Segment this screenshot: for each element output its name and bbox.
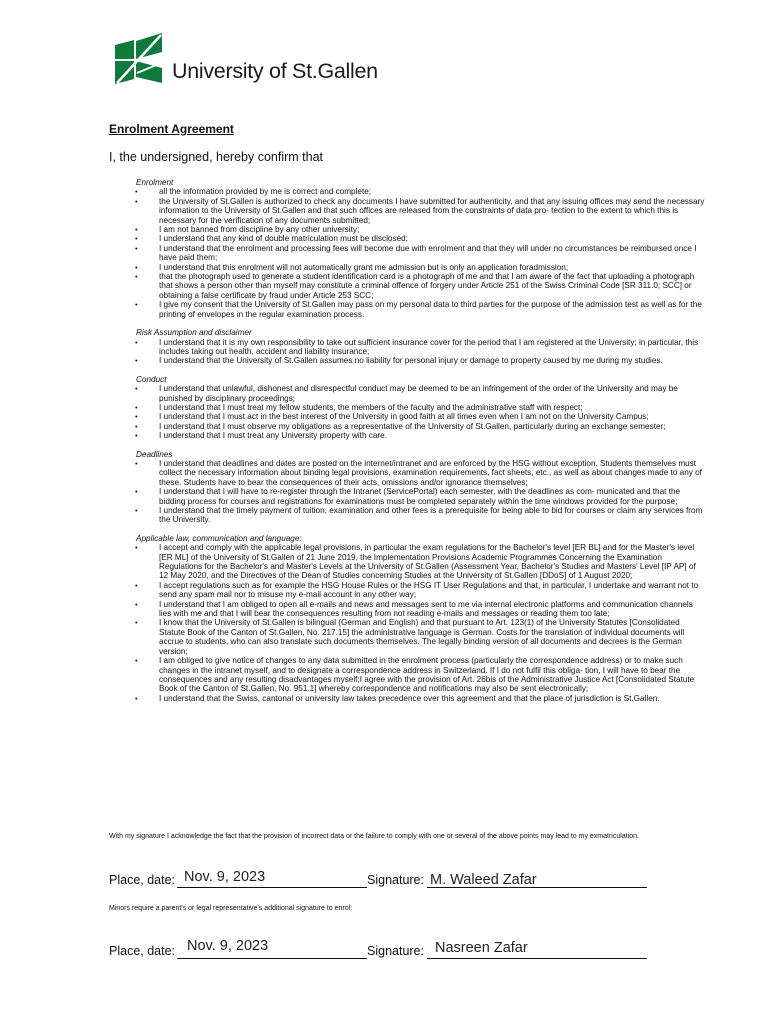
list-item: • I understand that any kind of double matriculation must be disclosed;: [136, 234, 706, 243]
list-item: • I understand that this enrolment will not automatically grant me admission but is only an application foradmission;: [136, 263, 706, 272]
list-item: • I give my consent that the University of St.Gallen may pass on my personal data to third parties for the purpose of the admission test as well as for the printing of envelopes in the regular examination process.: [136, 300, 706, 319]
list-item: • I accept regulations such as for example the HSG House Rules or the HSG IT User Regulations and that, in particular, I undertake and warrant not to send any spam mail nor to misuse my e-mail account in any other way;: [136, 581, 706, 600]
document-title: Enrolment Agreement: [109, 122, 234, 136]
section-list: [136, 338, 706, 366]
list-item: • that the photograph used to generate a student identification card is a photograph of me and that I am aware of the fact that uploading a photograph that shows a person other than myself may constitute a criminal offence of forgery under Article 251 of the Swiss Criminal Code [SR 311.0; SCC] or obtaining a false certificate by fraud under Article 253 SCC;: [136, 272, 706, 300]
list-item: • I understand that the University of St.Gallen assumes no liability for personal injury or damage to property caused by me during my studies.: [136, 356, 706, 365]
minors-note: Minors require a parent's or legal representative's additional signature to enrol:: [109, 905, 353, 912]
guardian-place-date-label: Place, date:: [109, 944, 176, 958]
list-item: • I accept and comply with the applicable legal provisions, in particular the exam regulations for the Bachelor's level [ER BL] and for the Master's level [ER ML] of the University of St.Gallen of 21 June 2019, the Implementation Provisions Academic Programmes Concerning the Examination Regulations for the Bachelor's and Master's Levels at the University of St.Gallen (Assessment Year, Bachelor's Studies and Masters' Level [IP AP] of 12 May 2020, and the Directives of the Dean of Studies concerning Studies at the University of St.Gallen [DDoS] of 1 August 2020;: [136, 543, 706, 581]
acknowledgement-text: With my signature I acknowledge the fact that the provision of incorrect data or the failure to comply with one or several of the above points may lead to my exmatriculation.: [109, 833, 639, 840]
list-item: • I am obliged to give notice of changes to any data submitted in the enrolment process (particularly the correspondence address) or to make such changes in the intranet myself, and to designate a correspondence address in Switzerland. If I do not fulfil this obliga- tion, I will have to bear the consequences and any resulting disadvantages myself;I agree with the provision of Art. 26bis of the Administrative Justice Act [Consolidated Statute Book of the Canton of St.Gallen, No. 951.1] whereby correspondence and notifications may also be sent electronically;: [136, 656, 706, 694]
university-logo: [113, 33, 413, 91]
agreement-sections: [136, 178, 706, 703]
list-item: • I am not banned from discipline by any other university;: [136, 225, 706, 234]
guardian-signature-label: Signature:: [367, 944, 424, 958]
guardian-place-date-line: [177, 958, 367, 959]
list-item: • I understand that I am obliged to open all e-mails and news and messages sent to me via internal electronic platforms and communication channels lies with me and that I will bear the consequences resulting from not reading e-mails and messages or reading them too late;: [136, 600, 706, 619]
section-list: [136, 459, 706, 525]
intro-statement: I, the undersigned, hereby confirm that: [109, 150, 324, 164]
signature-label: Signature:: [367, 873, 424, 887]
list-item: • I understand that it is my own responsibility to take out sufficient insurance cover for the period that I am registered at the University; in particular, this includes taking out health, accident and liability insurance;: [136, 338, 706, 357]
hsg-logo-icon: [113, 33, 165, 85]
agreement-section: [136, 328, 706, 366]
list-item: • all the information provided by me is correct and complete;: [136, 187, 706, 196]
list-item: • I understand that I will have to re-register through the Intranet (ServicePortal) each semester, with the deadlines as com- municated and that the bidding process for courses and registrations for examinations must be completed separately within the time windows provided for the purpose;: [136, 487, 706, 506]
section-title: Risk Assumption and disclaimer: [136, 328, 252, 338]
agreement-section: [136, 450, 706, 525]
section-title: Deadlines: [136, 449, 173, 459]
section-title: Enrolment: [136, 178, 174, 187]
place-date-label: Place, date:: [109, 873, 176, 887]
guardian-place-date-value[interactable]: Nov. 9, 2023: [187, 938, 269, 954]
section-list: [136, 384, 706, 440]
list-item: • I understand that the timely payment of tuition, examination and other fees is a prerequisite for being able to bid for courses or claim any services from the University.: [136, 506, 706, 525]
list-item: • the University of St.Gallen is authorized to check any documents I have submitted for authenticity, and that any issuing offices may send the necessary information to the University of St.Gallen and that such offices are released from the constraints of data pro- tection to the extent to which this is necessary for the verification of any documents submitted;: [136, 197, 706, 225]
signature-value[interactable]: M. Waleed Zafar: [430, 872, 537, 888]
section-list: [136, 543, 706, 703]
list-item: • I understand that the Swiss, cantonal or university law takes precedence over this agreement and that the place of jurisdiction is St.Gallen.: [136, 694, 706, 703]
list-item: • I know that the University of St.Gallen is bilingual (German and English) and that pursuant to Art. 123(1) of the University Statutes [Consolidated Statute Book of the Canton of St.Gallen, No. 217.15] the administrative language is German. Costs for the translation of individual documents will accrue to students, who can also translate such documents themselves. The legally binding version of all documents and decrees is the German version;: [136, 618, 706, 656]
section-title: Applicable law, communication and language:: [136, 533, 302, 543]
list-item: • I understand that I must treat any University property with care.: [136, 431, 706, 440]
list-item: • I understand that I must act in the best interest of the University in good faith at all times even when I am not on the University Campus;: [136, 412, 706, 421]
guardian-signature-line: [427, 958, 647, 959]
guardian-signature-value[interactable]: Nasreen Zafar: [435, 940, 528, 956]
section-title: Conduct: [136, 374, 167, 384]
agreement-section: [136, 178, 706, 319]
university-name: University of St.Gallen: [172, 59, 378, 83]
place-date-line: [177, 887, 367, 888]
list-item: • I understand that the enrolment and processing fees will become due with enrolment and that they will under no circumstances be reimbursed once I have paid them;: [136, 244, 706, 263]
agreement-section: [136, 375, 706, 441]
place-date-value[interactable]: Nov. 9, 2023: [184, 869, 266, 885]
section-list: [136, 187, 706, 319]
list-item: • I understand that I must treat my fellow students, the members of the faculty and the administrative staff with respect;: [136, 403, 706, 412]
agreement-section: [136, 534, 706, 703]
list-item: • I understand that deadlines and dates are posted on the internet/intranet and are enforced by the HSG without exception. Students themselves must collect the necessary information about binding legal provisions, examination requirements, fact sheets, etc., as well as about changes made to any of these. Students have to bear the consequences of their acts, omissions and/or ignorance themselves;: [136, 459, 706, 487]
list-item: • I understand that I must observe my obligations as a representative of the University of St.Gallen, particularly during an exchange semester;: [136, 422, 706, 431]
list-item: • I understand that unlawful, dishonest and disrespectful conduct may be deemed to be an infringement of the order of the University and may be punished by disciplinary proceedings;: [136, 384, 706, 403]
